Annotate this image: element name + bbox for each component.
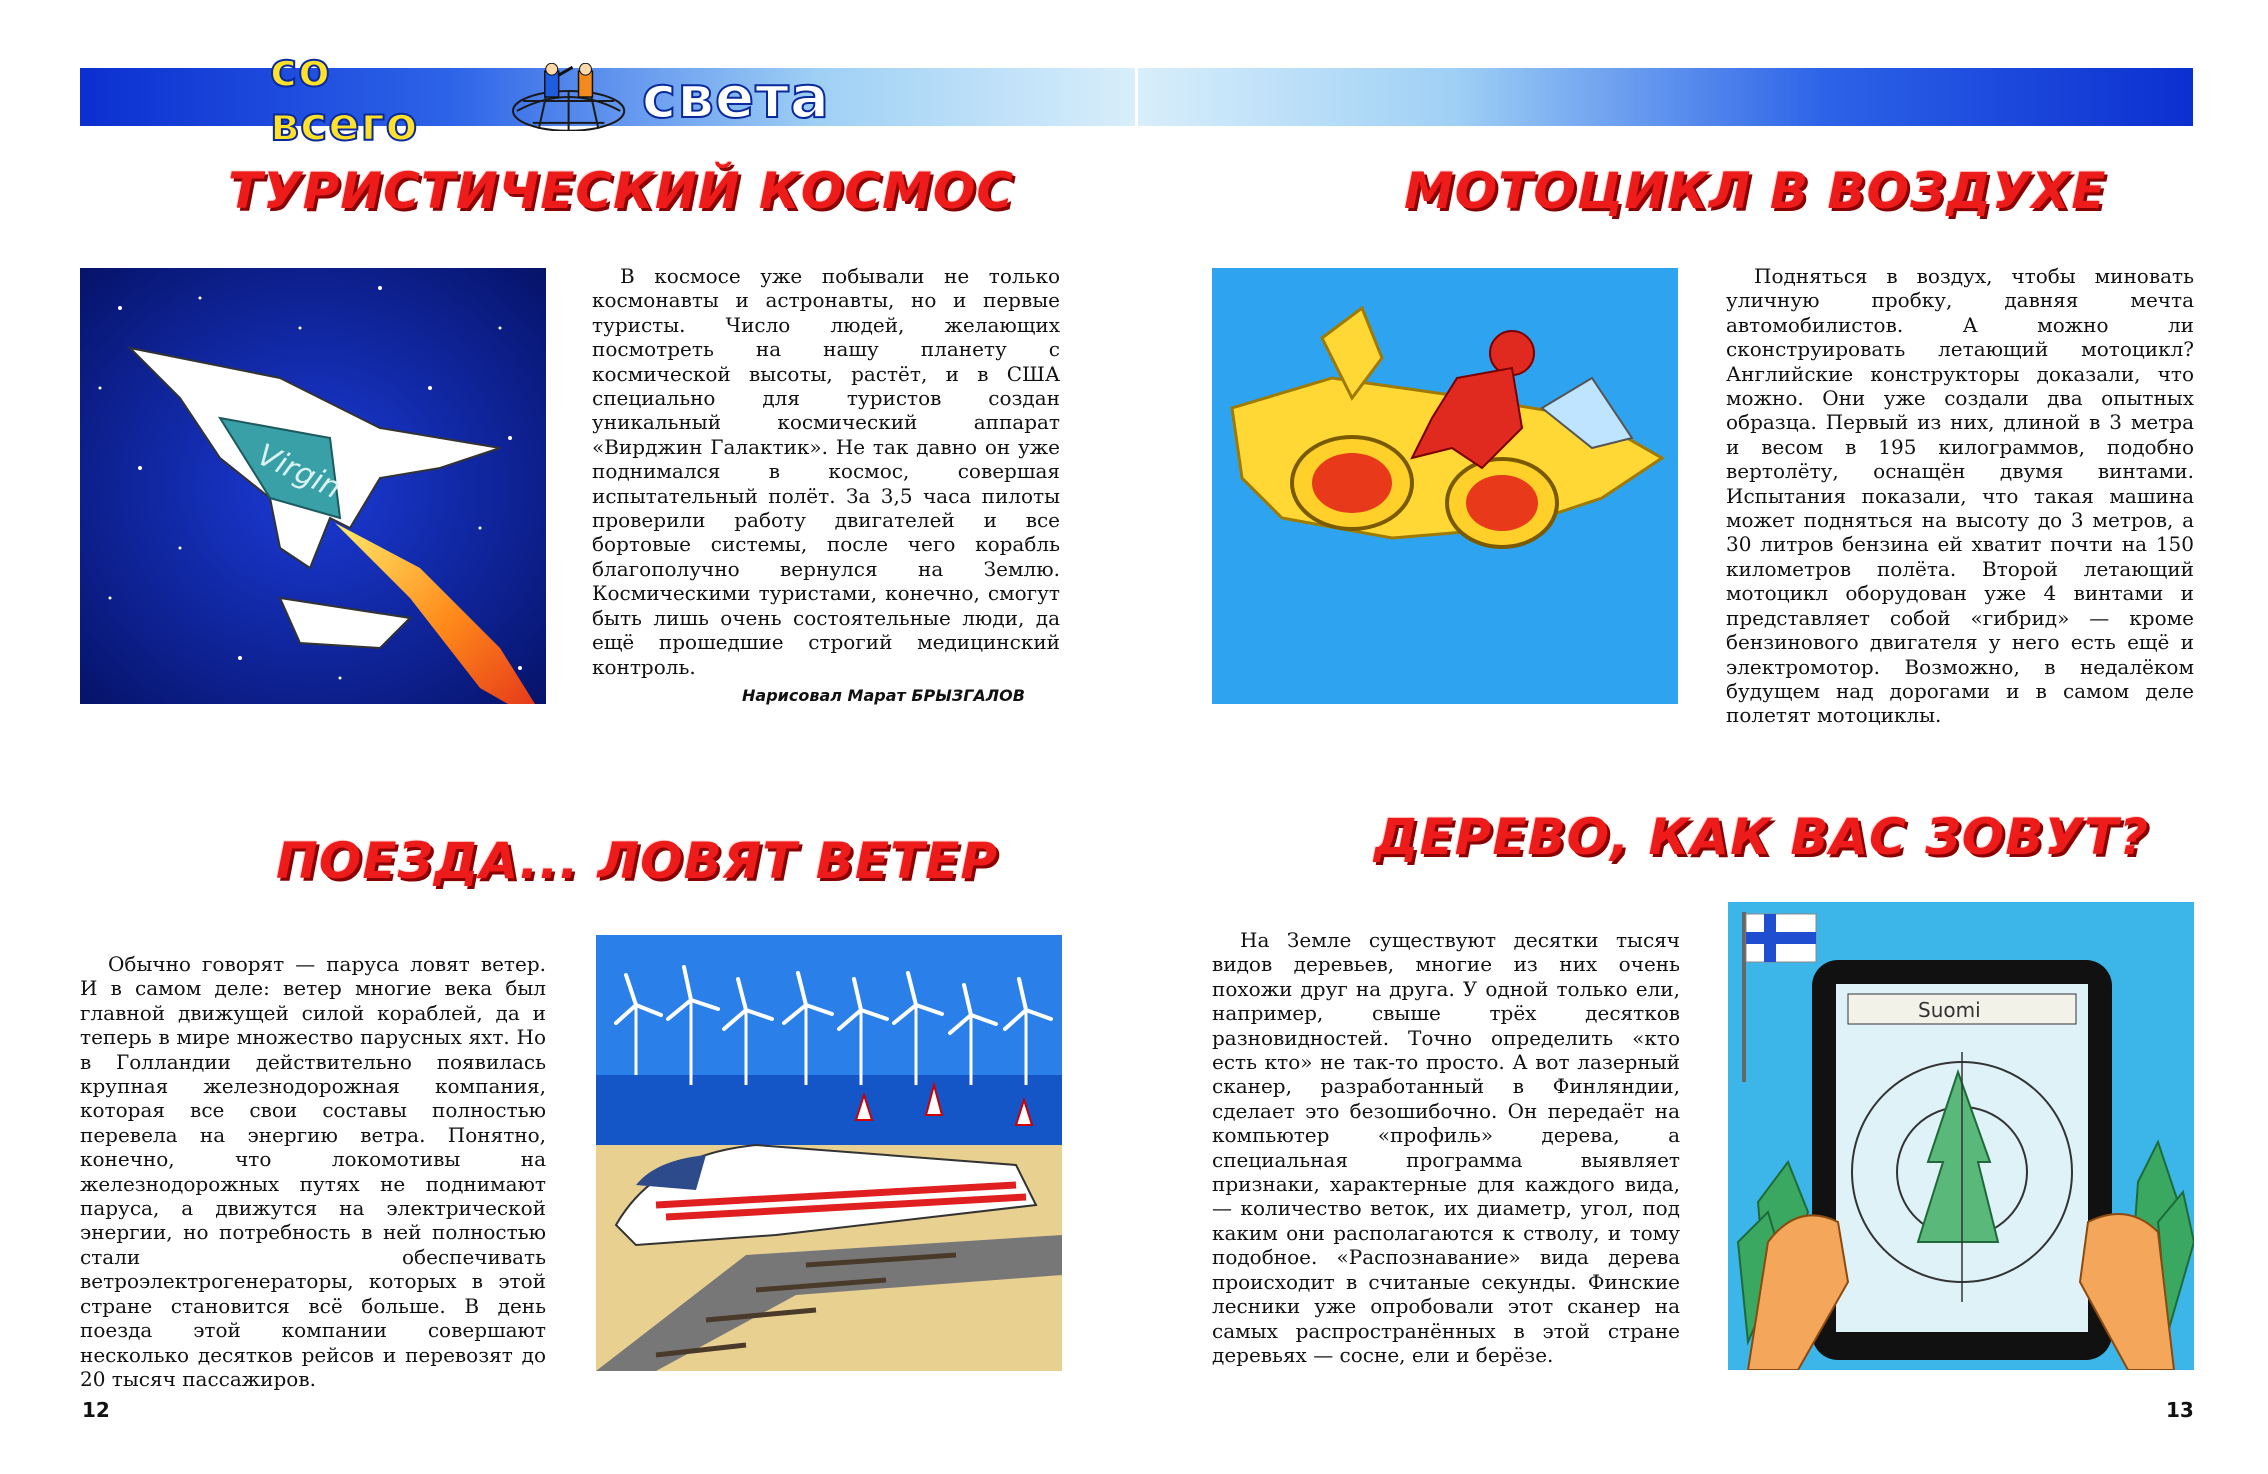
illustration-spaceship (80, 268, 546, 704)
headline-tree-scanner: ДЕРЕВО, КАК ВАС ЗОВУТ? (1374, 808, 2150, 866)
article-space-tourism-text: В космосе уже побывали не только космонавты и астронавты, но и первые туристы. Число людей, желающих посмотреть на нашу планету с космической высоты, растёт, и в США специально для туристов создан уникальный космический аппарат «Вирджин Галактик». Не так давно он уже поднимался в космос, совершая испытательный полёт. За 3,5 часа пилоты проверили работу двигателей и все бортовые системы, после чего корабль благополучно вернулся на Землю. Космическими туристами, конечно, смогут быть лишь очень состоятельные люди, да ещё прошедшие строгий медицинский контроль. (592, 264, 1060, 679)
article-wind-trains-text: Обычно говорят — паруса ловят ветер. И в самом деле: ветер многие века был главной движущей силой кораблей, да и теперь в мире множество парусных яхт. Но в Голландии действительно появилась крупная железнодорожная компания, которая все свои составы полностью перевела на энергию ветра. Понятно, конечно, что локомотивы на железнодорожных путях не поднимают паруса, а движутся на электрической энергии, но потребность в ней полностью стали обеспечивать ветроэлектрогенераторы, которых в этой стране становится всё больше. В день поезда этой компании совершают несколько десятков рейсов и перевозят до 20 тысяч пассажиров. (80, 952, 546, 1391)
headline-space-tourism: ТУРИСТИЧЕСКИЙ КОСМОС (228, 162, 1015, 220)
article-tree-scanner-text: На Земле существуют десятки тысяч видов деревьев, многие из них очень похожи друг на друга. У одной только ели, например, свыше трёх десятков разновидностей. Точно определить «кто есть кто» не так-то просто. А вот лазерный сканер, разработанный в Финляндии, сделает это безошибочно. Он передаёт на компьютер «профиль» дерева, а специальная программа выявляет признаки, характерные для каждого вида, — количество веток, их диаметр, угол, под каким они располагаются к стволу, и тому подобное. «Распознавание» вида дерева происходит в считаные секунды. Финские лесники уже опробовали этот сканер на самых распространённых в этой стране деревьях — сосне, ели и берёзе. (1212, 928, 1680, 1367)
illustration-tree-scanner (1728, 902, 2194, 1370)
page-number-left: 12 (82, 1398, 110, 1422)
page-number-right: 13 (2166, 1398, 2194, 1422)
ship-brand-label: Virgin (251, 437, 347, 507)
globe-travelers-icon (509, 63, 628, 131)
illustrator-credit: Нарисовал Марат БРЫЗГАЛОВ (742, 686, 1025, 705)
article-flying-motorcycle-text: Подняться в воздух, чтобы миновать уличную пробку, давняя мечта автомобилистов. А можно ли сконструировать летающий мотоцикл? Английские конструкторы доказали, что можно. Они уже создали два опытных образца. Первый из них, длиной в 3 метра и весом в 195 килограммов, подобно вертолёту, оснащён двумя винтами. Испытания показали, что такая машина может подняться на высоту до 3 метров, а 30 литров бензина ей хватит почти на 150 километров полёта. Второй летающий мотоцикл оборудован уже 4 винтами и представляет собой «гибрид» — кроме бензинового двигателя у него есть ещё и электромотор. Возможно, в недалёком будущем над дорогами и в самом деле полетят мотоциклы. (1726, 264, 2194, 728)
logo-text-part2: света (641, 63, 830, 131)
logo-text-part1: со всего (270, 43, 419, 151)
header-banner-right (1138, 68, 2193, 126)
section-logo (270, 43, 830, 151)
illustration-wind-train (596, 935, 1062, 1371)
illustration-flying-motorcycle (1212, 268, 1678, 704)
headline-flying-motorcycle: МОТОЦИКЛ В ВОЗДУХЕ (1404, 162, 2107, 220)
headline-wind-trains: ПОЕЗДА... ЛОВЯТ ВЕТЕР (276, 832, 998, 890)
tablet-screen-label: Suomi (1918, 998, 1981, 1022)
